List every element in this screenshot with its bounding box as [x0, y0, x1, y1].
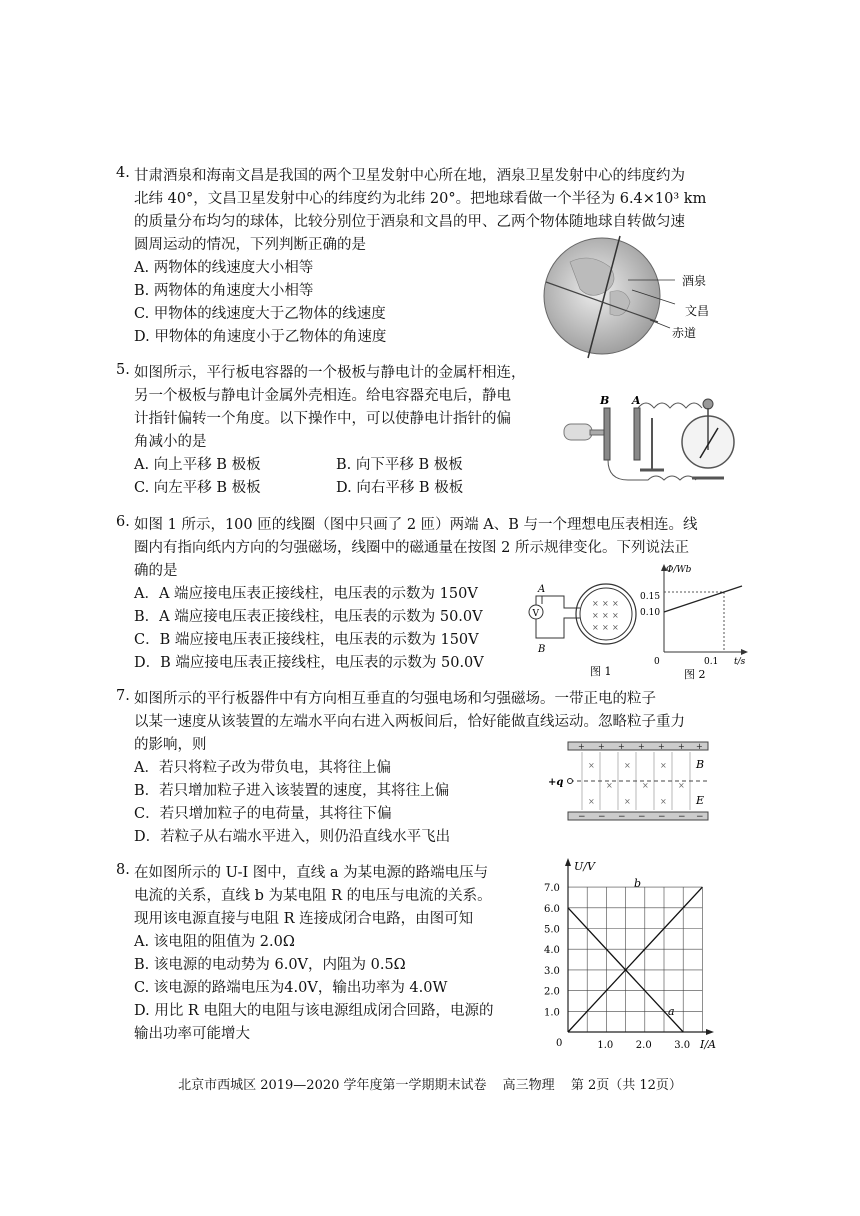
option-b: B．A 端应接电压表正接线柱，电压表的示数为 50.0V — [134, 609, 483, 625]
question-text: 圈内有指向纸内方向的匀强磁场，线圈中的磁通量在按图 2 所示规律变化。下列说法正 — [134, 540, 689, 556]
fig2-caption: 图 2 — [684, 668, 706, 681]
question-number: 8. — [116, 862, 130, 878]
label-e: E — [696, 794, 705, 807]
velocity-selector-figure — [548, 740, 720, 824]
svg-text:×: × — [602, 623, 609, 632]
question-text: 确的是 — [134, 563, 178, 579]
ui-xticks — [597, 1040, 690, 1051]
flux-xtick-01: 0.1 — [704, 657, 719, 667]
flux-ytick-015: 0.15 — [640, 592, 661, 602]
svg-text:−: − — [618, 812, 626, 822]
option-d: D. 甲物体的角速度小于乙物体的角速度 — [134, 329, 387, 345]
svg-text:×: × — [606, 781, 613, 790]
flux-series-line — [664, 586, 742, 612]
option-d-continued: 输出功率可能增大 — [134, 1026, 250, 1042]
option-d: D. 向右平移 B 极板 — [336, 480, 464, 496]
ui-line-b-label: b — [634, 877, 642, 890]
question-text: 计指针偏转一个角度。以下操作中，可以使静电计指针的偏 — [134, 411, 511, 427]
svg-text:×: × — [660, 761, 667, 770]
svg-text:+: + — [578, 742, 585, 751]
question-text: 在如图所示的 U-I 图中，直线 a 为某电源的路端电压与 — [134, 865, 489, 881]
option-b: B．若只增加粒子进入该装置的速度，其将往上偏 — [134, 783, 450, 799]
option-b: B. 两物体的角速度大小相等 — [134, 283, 314, 299]
svg-text:+: + — [638, 742, 645, 751]
flux-axes — [661, 564, 748, 655]
question-text: 另一个极板与静电计金属外壳相连。给电容器充电后，静电 — [134, 388, 511, 404]
label-b: B — [600, 394, 610, 407]
svg-text:×: × — [678, 781, 685, 790]
svg-text:+: + — [696, 742, 703, 751]
svg-text:×: × — [612, 611, 619, 620]
svg-text:×: × — [642, 781, 649, 790]
question-number: 5. — [116, 362, 130, 378]
y-tick-label: 7.0 — [544, 883, 560, 895]
label-wenchang: 文昌 — [685, 304, 710, 318]
question-text: 的影响，则 — [134, 737, 207, 753]
x-tick-label: 1.0 — [597, 1040, 614, 1051]
question-text: 现用该电源直接与电阻 R 连接成闭合电路，由图可知 — [134, 911, 474, 927]
svg-text:×: × — [612, 599, 619, 608]
flux-ylabel: Φ/Wb — [666, 565, 692, 575]
svg-text:×: × — [602, 599, 609, 608]
ui-ylabel: U/V — [574, 860, 595, 873]
label-a: A — [538, 584, 546, 595]
page-footer — [0, 1074, 860, 1093]
question-text: 的质量分布均匀的球体，比较分别位于酒泉和文昌的甲、乙两个物体随地球自转做匀速 — [134, 214, 685, 230]
ui-xlabel: I/A — [700, 1038, 716, 1051]
option-a: A．A 端应接电压表正接线柱，电压表的示数为 150V — [134, 586, 478, 602]
electroscope-figure — [560, 390, 740, 490]
wire-top — [638, 403, 702, 408]
svg-text:×: × — [592, 611, 599, 620]
svg-text:−: − — [658, 812, 666, 822]
question-text: 以某一速度从该装置的左端水平向右进入两板间后，恰好能做直线运动。忽略粒子重力 — [134, 714, 685, 730]
question-text: 北纬 40°，文昌卫星发射中心的纬度约为北纬 20°。把地球看做一个半径为 6.4×10³ km — [134, 191, 707, 207]
question-text: 如图所示的平行板器件中有方向相互垂直的匀强电场和匀强磁场。一带正电的粒子 — [134, 691, 656, 707]
svg-text:+: + — [598, 742, 605, 751]
option-b: B. 向下平移 B 极板 — [336, 457, 463, 473]
question-number: 4. — [116, 165, 130, 181]
footer-exam: 北京市西城区 2019—2020 学年度第一学期期末试卷 — [178, 1078, 487, 1093]
flux-chart — [640, 560, 750, 682]
option-c: C. 向左平移 B 极板 — [134, 480, 261, 496]
option-c: C. 甲物体的线速度大于乙物体的线速度 — [134, 306, 386, 322]
question-text: 如图 1 所示，100 匝的线圈（图中只画了 2 匝）两端 A、B 与一个理想电压表相连。线 — [134, 517, 698, 533]
svg-text:×: × — [588, 797, 595, 806]
svg-text:×: × — [624, 761, 631, 770]
svg-text:−: − — [678, 812, 686, 822]
svg-text:×: × — [588, 761, 595, 770]
question-text: 如图所示，平行板电容器的一个极板与静电计的金属杆相连， — [134, 365, 526, 381]
y-tick-label: 3.0 — [544, 965, 560, 977]
question-text: 甘肃酒泉和海南文昌是我国的两个卫星发射中心所在地，酒泉卫星发射中心的纬度约为 — [134, 168, 685, 184]
y-tick-label: 5.0 — [544, 924, 560, 936]
label-jiuquan: 酒泉 — [682, 274, 707, 288]
question-number: 7. — [116, 688, 130, 704]
magnetic-field-marks — [588, 761, 685, 806]
option-a: A．若只将粒子改为带负电，其将往上偏 — [134, 760, 391, 776]
question-text: 圆周运动的情况，下列判断正确的是 — [134, 237, 366, 253]
question-number: 6. — [116, 514, 130, 530]
svg-text:×: × — [612, 623, 619, 632]
ui-origin: 0 — [556, 1038, 563, 1049]
field-marks — [592, 599, 619, 632]
footer-page: 第 2页（共 12页） — [570, 1078, 682, 1093]
rod — [590, 430, 604, 435]
wire-loop — [536, 596, 580, 638]
flux-ytick-010: 0.10 — [640, 608, 661, 618]
plate-a — [634, 408, 640, 460]
option-a: A. 两物体的线速度大小相等 — [134, 260, 314, 276]
option-d: D. 用比 R 电阻大的电阻与该电源组成闭合回路，电源的 — [134, 1003, 494, 1019]
earth-globe — [544, 238, 660, 354]
ui-line-b — [568, 887, 702, 1032]
y-tick-label: 4.0 — [544, 945, 560, 957]
hand-shape — [564, 424, 592, 440]
svg-text:−: − — [598, 812, 606, 822]
svg-text:×: × — [660, 797, 667, 806]
svg-text:+: + — [658, 742, 665, 751]
label-equator: 赤道 — [672, 326, 697, 340]
ui-graph — [540, 858, 726, 1054]
option-a: A. 向上平移 B 极板 — [134, 457, 261, 473]
footer-subject: 高三物理 — [502, 1078, 555, 1093]
plate-b — [604, 408, 610, 460]
svg-text:+: + — [678, 742, 685, 751]
svg-text:+: + — [618, 742, 625, 751]
earth-figure — [540, 232, 720, 362]
ui-line-a-label: a — [668, 1005, 675, 1018]
ui-yticks — [544, 883, 560, 1018]
particle — [568, 779, 573, 784]
option-a: A. 该电阻的阻值为 2.0Ω — [134, 934, 295, 950]
x-tick-label: 3.0 — [674, 1040, 691, 1051]
svg-text:−: − — [696, 812, 704, 822]
flux-origin: 0 — [654, 657, 660, 667]
svg-text:×: × — [592, 599, 599, 608]
svg-text:×: × — [592, 623, 599, 632]
x-tick-label: 2.0 — [635, 1040, 652, 1051]
voltmeter-label: V — [532, 609, 539, 619]
y-tick-label: 1.0 — [544, 1007, 560, 1019]
y-tick-label: 6.0 — [544, 903, 560, 915]
svg-text:×: × — [602, 611, 609, 620]
flux-xlabel: t/s — [734, 657, 746, 667]
electroscope-knob — [703, 399, 713, 409]
svg-text:−: − — [638, 812, 646, 822]
option-d: D．B 端应接电压表正接线柱，电压表的示数为 50.0V — [134, 655, 484, 671]
option-c: C．B 端应接电压表正接线柱，电压表的示数为 150V — [134, 632, 479, 648]
question-text: 角减小的是 — [134, 434, 207, 450]
label-a: A — [632, 394, 641, 407]
label-b: B — [696, 758, 705, 771]
label-q: +q — [548, 777, 564, 788]
question-text: 电流的关系，直线 b 为某电阻 R 的电压与电流的关系。 — [134, 888, 492, 904]
svg-text:−: − — [578, 812, 586, 822]
label-b: B — [538, 644, 546, 655]
option-d: D．若粒子从右端水平进入，则仍沿直线水平飞出 — [134, 829, 451, 845]
y-tick-label: 2.0 — [544, 986, 560, 998]
fig1-caption: 图 1 — [590, 665, 612, 678]
svg-text:×: × — [624, 797, 631, 806]
coil-figure — [520, 578, 640, 682]
option-c: C．若只增加粒子的电荷量，其将往下偏 — [134, 806, 392, 822]
option-c: C. 该电源的路端电压为4.0V，输出功率为 4.0W — [134, 980, 448, 996]
option-b: B. 该电源的电动势为 6.0V，内阻为 0.5Ω — [134, 957, 406, 973]
